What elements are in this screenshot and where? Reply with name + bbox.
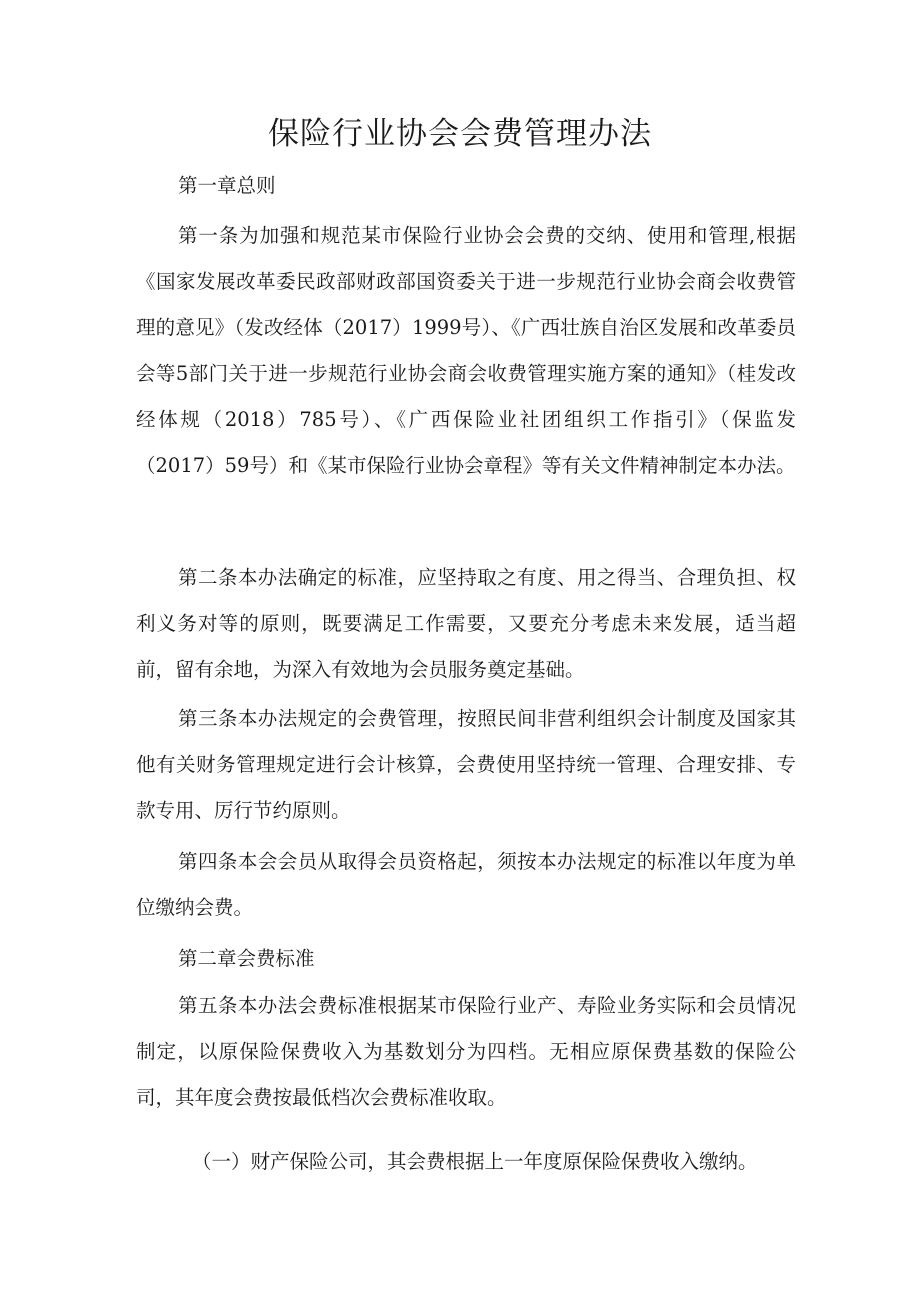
article-5: 第五条本办法会费标准根据某市保险行业产、寿险业务实际和会员情况制定，以原保险保费收入为基数划分为四档。无相应原保费基数的保险公司，其年度会费按最低档次会费标准收取。 (136, 994, 796, 1109)
document-title: 保险行业协会会费管理办法 (268, 116, 652, 152)
chapter-heading-2: 第二章会费标准 (178, 947, 315, 970)
chapter-heading-1: 第一章总则 (178, 174, 276, 197)
article-3: 第三条本办法规定的会费管理，按照民间非营利组织会计制度及国家其他有关财务管理规定进行会计核算，会费使用坚持统一管理、合理安排、专款专用、厉行节约原则。 (136, 707, 796, 822)
article-2: 第二条本办法确定的标准，应坚持取之有度、用之得当、合理负担、权利义务对等的原则，既要满足工作需要，又要充分考虑未来发展，适当超前，留有余地，为深入有效地为会员服务奠定基础。 (136, 566, 796, 681)
article-4: 第四条本会会员从取得会员资格起，须按本办法规定的标准以年度为单位缴纳会费。 (136, 850, 796, 919)
article-5-item-1: （一）财产保险公司，其会费根据上一年度原保险保费收入缴纳。 (192, 1150, 758, 1173)
article-1: 第一条为加强和规范某市保险行业协会会费的交纳、使用和管理,根据《国家发展改革委民政部财政部国资委关于进一步规范行业协会商会收费管理的意见》（发改经体（2017）1999号）、《广西壮族自治区发展和改革委员会等5部门关于进一步规范行业协会商会收费管理实施方案的通知》（桂发改经体规（2018）785号）、《广西保险业社团组织工作指引》（保监发（2017）59号）和《某市保险行业协会章程》等有关文件精神制定本办法。 (136, 224, 796, 477)
